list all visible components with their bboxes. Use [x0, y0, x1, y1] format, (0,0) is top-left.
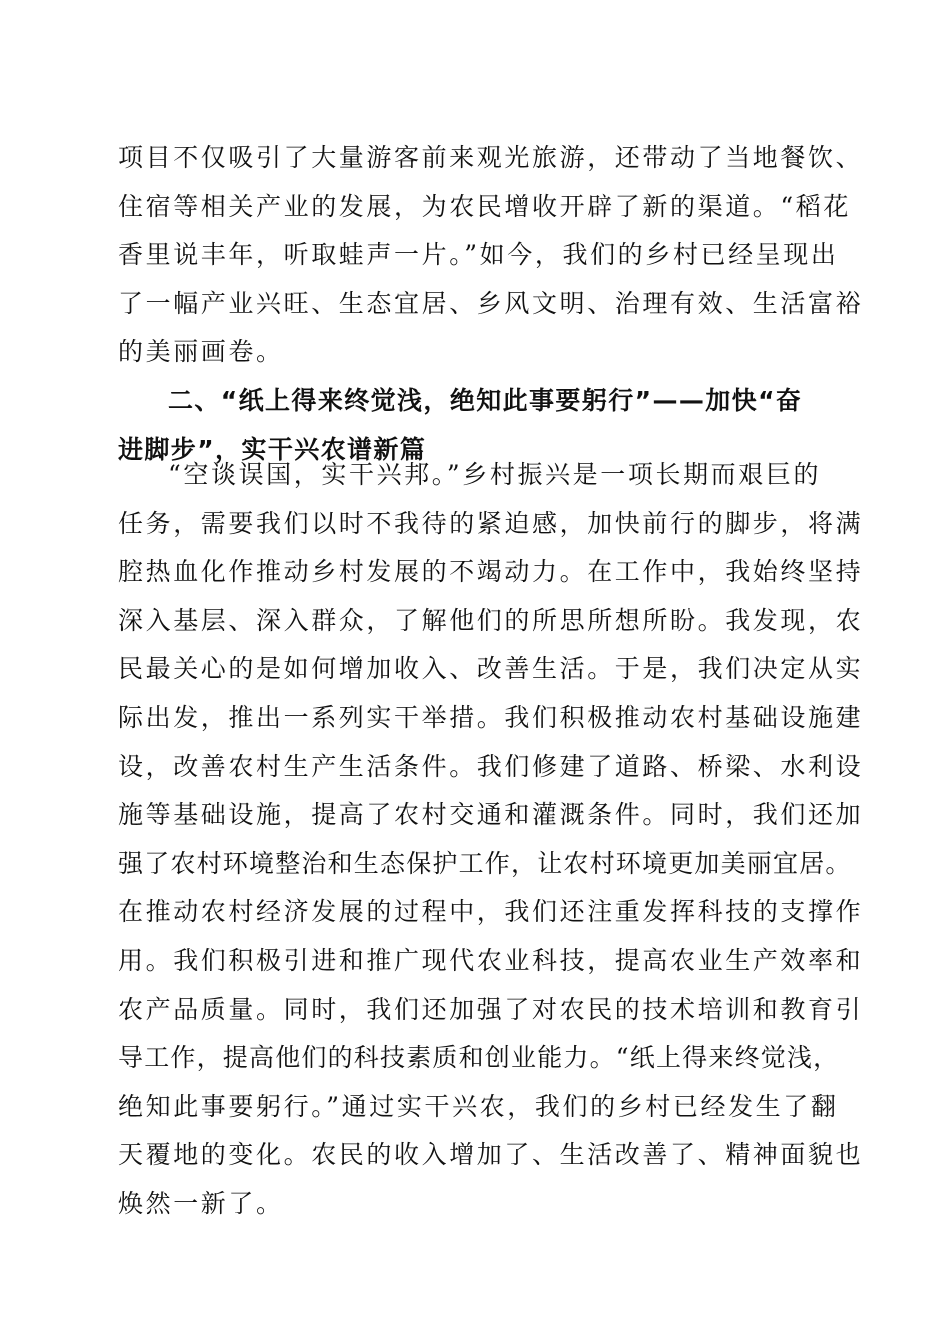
paragraph-line: 腔热血化作推动乡村发展的不竭动力。在工作中，我始终坚持	[118, 557, 864, 587]
paragraph-line: 绝知此事要躬行。”通过实干兴农，我们的乡村已经发生了翻	[118, 1091, 839, 1121]
paragraph-line: 深入基层、深入群众，了解他们的所思所想所盼。我发现，农	[118, 605, 864, 635]
paragraph-line: 项目不仅吸引了大量游客前来观光旅游，还带动了当地餐饮、	[118, 143, 864, 172]
paragraph-line: 焕然一新了。	[118, 1188, 284, 1218]
section-paragraph	[118, 451, 864, 1229]
heading-line: 进脚步”，实干兴农谱新篇	[118, 434, 427, 464]
paragraph-line: 住宿等相关产业的发展，为农民增收开辟了新的渠道。“稻花	[118, 191, 851, 221]
paragraph-line: 了一幅产业兴旺、生态宜居、乡风文明、治理有效、生活富裕	[118, 288, 864, 318]
paragraph-line: 导工作，提高他们的科技素质和创业能力。“纸上得来终觉浅，	[118, 1043, 840, 1073]
paragraph-line: 际出发，推出一系列实干举措。我们积极推动农村基础设施建	[118, 702, 864, 732]
paragraph-line: 香里说丰年，听取蛙声一片。”如今，我们的乡村已经呈现出	[118, 240, 839, 270]
paragraph-line: 任务，需要我们以时不我待的紧迫感，加快前行的脚步，将满	[118, 508, 864, 538]
paragraph-line: 在推动农村经济发展的过程中，我们还注重发挥科技的支撑作	[118, 897, 864, 927]
paragraph-line: “空谈误国，实干兴邦。”乡村振兴是一项长期而艰巨的	[168, 460, 822, 489]
paragraph-line: 设，改善农村生产生活条件。我们修建了道路、桥梁、水利设	[118, 751, 864, 781]
paragraph-line: 天覆地的变化。农民的收入增加了、生活改善了、精神面貌也	[118, 1140, 864, 1170]
paragraph-line: 施等基础设施，提高了农村交通和灌溉条件。同时，我们还加	[118, 800, 864, 830]
paragraph-line: 用。我们积极引进和推广现代农业科技，提高农业生产效率和	[118, 945, 864, 975]
paragraph-continuation	[118, 134, 864, 377]
paragraph-line: 农产品质量。同时，我们还加强了对农民的技术培训和教育引	[118, 994, 864, 1024]
paragraph-line: 强了农村环境整治和生态保护工作，让农村环境更加美丽宜居。	[118, 848, 852, 878]
heading-line: 二、“纸上得来终觉浅，绝知此事要躬行”——加快“奋	[168, 386, 803, 415]
paragraph-line: 民最关心的是如何增加收入、改善生活。于是，我们决定从实	[118, 654, 864, 684]
paragraph-line: 的美丽画卷。	[118, 337, 284, 367]
